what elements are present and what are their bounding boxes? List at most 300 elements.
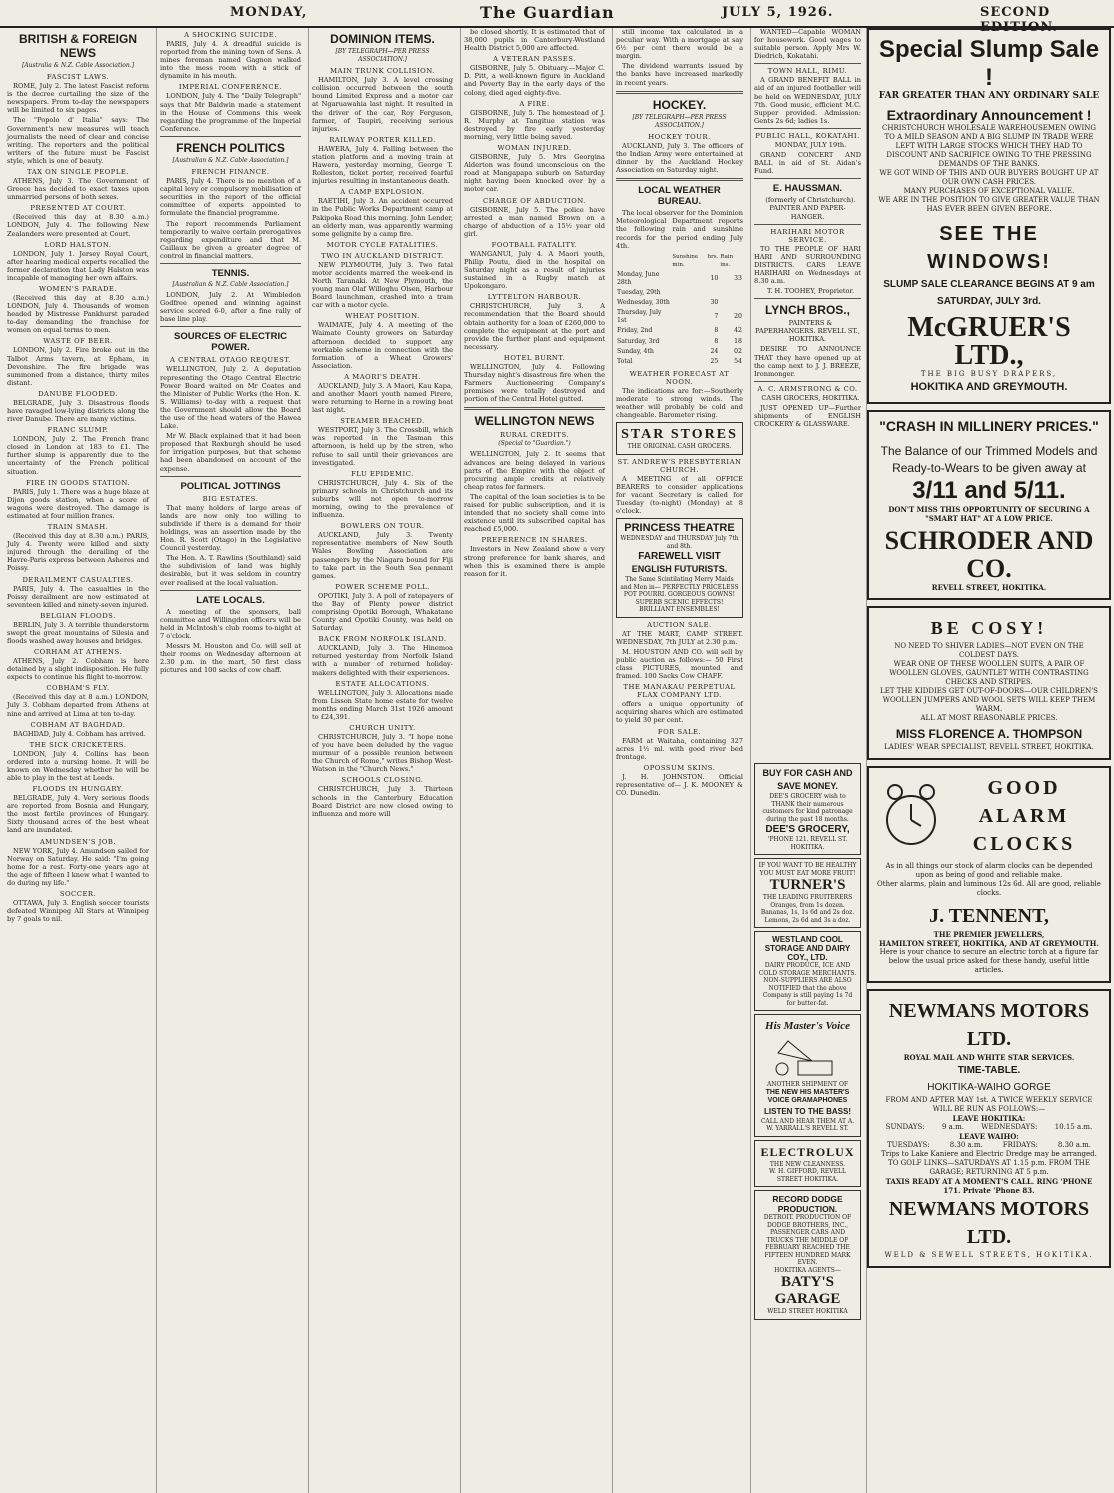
ad-text: CALL AND HEAR THEM AT A. W. YARRALL'S REVELL ST. [760,1117,855,1133]
weather-cell: 24 [710,347,719,355]
divider [160,136,301,137]
divider [160,476,301,477]
ad-text: THE BIG BUSY DRAPERS, [920,370,1058,378]
article-text: CHRISTCHURCH, July 3. "I hope none of you have been deluded by the vague murmur of a possible reunion between the Church of Rome," writes Bishop West-Watson in the "Church News." [312,733,453,774]
article-text: PARIS, July 1. There was a huge blaze at Dijon goods station, when a score of wagons were destroyed. The damage is estimated at four million francs. [7,487,149,520]
article-heading: WASTE OF BEER. [43,337,113,346]
time-label: 9 a.m. [942,1123,964,1131]
article-heading: FLOODS IN HUNGARY. [32,785,124,794]
weather-cell: 10 [710,274,719,282]
article-text: OPOTIKI, July 3. A poll of ratepayers of the Bay of Plenty power district comprising Opotiki Borough, Whakatane County and Opotiki County, was held on Saturday. [312,591,453,633]
article-text: Investors in New Zealand show a very strong preference for bank shares, and when this is examined there is ample reason for it. [464,545,605,578]
section-heading: LATE LOCALS. [196,594,265,606]
section-heading: TENNIS. [211,267,250,279]
article-text: WELLINGTON, July 3. Allocations made from Lisson State home estate for twelve months ending March 31st 1926 amount to £24,391. [312,688,453,721]
day-label: FRIDAYS: [1002,1141,1038,1149]
article-heading: CHURCH UNITY. [349,724,416,732]
classified-heading: TOWN HALL, RIMU. [767,67,848,76]
article-text: The "Popolo d' Italia" says: The Government's new measures will teach journalists the need of clear and concise writing. The reporters and the political writers of the future must be Fascist style, which is one of beauty. [7,116,149,165]
divider [754,298,861,299]
ad-text: MANY PURCHASES OF EXCEPTIONAL VALUE. [903,187,1075,195]
article-heading: THE MANAKAU PERPETUAL FLAX COMPANY LTD. [623,683,736,700]
article-text: still income tax calculated in a peculiar way. With a mortgage at say 6½ per cent there would be a margin. [616,28,743,61]
weather-cell [719,298,743,308]
article-heading: MOTOR CYCLE FATALITIES. [326,240,439,249]
column-2 [156,28,304,1493]
ad-text: ANOTHER SHIPMENT OF [766,1081,849,1089]
section-sub: (Special to "Guardian.") [498,440,571,448]
ad-brand: NEWMANS MOTORS LTD. [888,1198,1090,1248]
ad-subtitle: TIME-TABLE. [957,1065,1021,1076]
weather-row [616,357,743,367]
article-heading: A VETERAN PASSES. [493,55,576,64]
ad-text: WE GOT WIND OF THIS AND OUR BUYERS BOUGHT UP AT OUR OWN CASH PRICES. [879,169,1099,186]
article-text: Mr W. Black explained that it had been proposed that Roxburgh should be used for irrigation purposes, but that scheme had been abandoned on account of the expense. [160,432,301,473]
article-heading: FRANC SLUMP. [47,426,109,435]
classified-text: PAINTERS & PAPERHANGERS. REVELL ST., HOKITIKA. [755,319,860,344]
article-heading: BIG ESTATES. [202,494,259,503]
section-heading: HOCKEY. [652,97,707,112]
ad-brand: J. TENNENT, [929,905,1049,927]
column-6-lower [750,760,864,1493]
ad-brand: NEWMANS MOTORS LTD. [888,1000,1090,1050]
article-heading: A SHOCKING SUICIDE. [184,31,277,39]
classified-text: JUST OPENED UP—Further shipments of ENGLISH CROCKERY & GLASSWARE. [754,403,861,429]
article-heading: FIRE IN GOODS STATION. [25,478,131,487]
article-text: offers a unique opportunity of acquiring shares which are estimated to yield 30 per cent. [616,700,743,725]
article-text: BELGRADE, July 3. Disastrous floods have ravaged low-lying districts along the river Danube. There are many victims. [7,398,149,424]
article-heading: AUCTION SALE. [647,620,712,629]
ad-brand: TURNER'S [769,877,846,893]
weather-row [616,298,743,308]
ad-subtitle: ENGLISH FUTURISTS. [631,564,728,575]
ad-text: The Balance of our Trimmed Models and Ready-to-Wears to be given away at [880,444,1098,475]
classified-heading: E. HAUSSMAN. [772,183,843,195]
article-heading: BOWLERS ON TOUR. [340,522,425,531]
article-heading: STEAMER BEACHED. [340,417,425,426]
article-text: LONDON, July 2. At Wimbledon Godfree opened and winning against service scored 6-0, after a fine rally of base line play. [160,291,301,324]
article-heading: RURAL CREDITS. [499,431,570,440]
ad-title: CLOCKS [972,833,1076,855]
article-heading: AMUNDSEN'S JOB. [39,837,117,846]
divider [160,263,301,264]
masthead-edition: SECOND EDITION. [980,5,1058,35]
section-sub: [Australian & N.Z. Cable Association.] [172,156,289,164]
article-text: BERLIN, July 3. A terrible thunderstorm swept the great mountains of Silesia and floods washed away houses and bridges. [7,620,149,645]
time-label: 8.30 a.m. [949,1141,983,1149]
ad-text: THE NEW CLEANNESS. [769,1160,846,1168]
masthead-title: The Guardian [480,3,615,22]
weather-row [616,308,743,326]
ad-text: Here is your chance to secure an electric torch at a figure far below the usual price asked for these handy, useful little articles. [879,948,1099,974]
article-text: FARM at Waitaha, containing 327 acres 1½ ml. with good river bed frontage. [616,736,743,761]
ad-electrolux [754,1140,861,1188]
article-text: Messrs M. Houston and Co. will sell at their rooms on Wednesday afternoon at 2.30 p.m. in the mart, 50 first class pictures and 100 sacks of cow chaff. [160,641,301,675]
article-heading: RAILWAY PORTER KILLED. [329,135,436,144]
article-heading: ST. ANDREW'S PRESBYTERIAN CHURCH. [617,457,742,474]
weather-cell: 20 [734,313,742,321]
article-heading: WHEAT POSITION. [345,312,420,321]
article-text: OTTAWA, July 3. English soccer tourists defeated Winnipeg All Stars at Winnipeg by 7 goals to nil. [7,899,149,924]
ad-text: HOKITIKA AND GREYMOUTH. [910,381,1068,393]
day-label: SUNDAYS: [885,1123,925,1131]
ad-text: The Same Scintilating Merry Maids and Men in— PERFECTLY PRICELESS POT POURRI. GORGEOUS GOWNS! SUPERB SCENIC EFFECTS! BRILLIANT ENSEMBLES! [620,576,739,614]
article-text: WAIMATE, July 4. A meeting of the Waimate County growers on Saturday afternoon decided to support any workable scheme in connection with the formation of a Wheat Growers' Association. [312,321,453,370]
ad-text: WEAR ONE OF THESE WOOLLEN SUITS, A PAIR OF WOOLLEN GLOVES, GAUNTLET WITH CONTRASTING CHECKS AND STRIPES. [889,660,1089,686]
weather-cell: Saturday, 3rd [617,337,660,345]
article-heading: A CAMP EXPLOSION. [340,188,425,197]
ad-dodge [754,1190,861,1320]
section-heading: WELLINGTON NEWS [474,414,595,429]
divider [754,63,861,64]
section-heading: FRENCH POLITICS [176,140,285,155]
article-heading: WEATHER FORECAST AT NOON. [629,369,730,386]
ad-title: BUY FOR CASH AND SAVE MONEY. [762,768,853,791]
ad-subtitle: LISTEN TO THE BASS! [764,1106,851,1116]
weather-cell: 02 [734,347,742,355]
divider [464,407,605,410]
ad-westland-cool-storage [754,931,861,1011]
article-heading: CHARGE OF ABDUCTION. [483,196,586,205]
article-text: The Hon. A. T. Rawlins (Southland) said the subdivision of land was highly desirable, but it was seldom in country ever realised at the local valuation. [160,554,301,587]
article-heading: COBHAM'S FLY. [46,684,110,693]
divider [754,128,861,129]
weather-cell: 30 [710,299,719,307]
weather-row [616,347,743,357]
ad-title: WESTLAND COOL STORAGE AND DAIRY COY., LTD. [764,935,851,962]
article-text: NEW PLYMOUTH, July 3. Two fatal motor accidents marred the week-end in North Taranaki. At New Plymouth, the young man Olaf Willoghu Olsen, Harbour Board launchman, crashed into a tram car with a motor cycle. [312,260,453,310]
article-text: CHRISTCHURCH, July 3. A recommendation that the Board should obtain authority for a loan of £260,000 to complete the equipment at the port and provide the further plant and equipment necessary. [464,302,605,351]
article-heading: WOMEN'S PARADE. [38,284,118,293]
article-text: AUCKLAND, July 3. Twenty representative members of New South Wales Bowling Association are passengers by the Niagara bound for Fiji to take part in the South Sea pennant games. [312,531,453,580]
ad-text: DON'T MISS THIS OPPORTUNITY OF SECURING A "SMART HAT" AT A LOW PRICE. [888,505,1090,523]
weather-cell: Total [617,357,633,365]
ad-text: NO NEED TO SHIVER LADIES—NOT EVEN ON THE COLDEST DAYS. [894,642,1084,659]
article-text: (Received this day at 8.30 a.m.) LONDON, July 4. Thousands of women headed by Mistresse Pankhurst paraded to-day demanding the franchise for women on equal terms to men. [7,293,149,335]
article-text: be closed shortly. It is estimated that of 38,000 pupils in Canterbury-Westland Health District 5,000 are affected. [464,28,605,53]
ad-brand: DEE'S GROCERY, [765,824,850,835]
ad-title: THE NEW HIS MASTER'S VOICE GRAMAPHONES [765,1088,850,1104]
ad-text: ROYAL MAIL AND WHITE STAR SERVICES. [903,1053,1075,1062]
article-heading: FOR SALE. [657,727,702,736]
article-heading: SOCCER. [59,890,97,899]
classified-heading: HARIHARI MOTOR SERVICE. [770,227,845,244]
weather-cell: 25 [710,357,719,365]
ad-brand: His Master's Voice [765,1020,850,1032]
classified-text: MONDAY, JULY 19th. [774,140,847,149]
article-text: (Received this day at 8.30 a.m.) PARIS, July 4. Twenty were killed and sixty injured through the derailing of the Havre-Paris express between Asheres and Poissy. [7,532,149,573]
article-text: BELGRADE, July 4. Very serious floods are reported from Bosnia and Hungary, the most fertile provinces of Hungary. Sixty thousand acres of the best wheat land are inundated. [7,794,149,835]
weather-cell: 54 [734,357,742,365]
article-text: That many holders of large areas of lands are now only too willing to subdivide if there is a demand for their holdings, was an assertion made by the Hon. R. Scott (Otago) in the Legislative Council yesterday. [160,503,301,553]
ad-subtitle: Extraordinary Announcement ! [886,107,1092,123]
article-text: AUCKLAND, July 3. The Hinemoa returned yesterday from Norfolk Island with a number of returned holiday-makers delighted with their experiences. [312,644,453,677]
time-label: 10.15 a.m. [1054,1123,1093,1131]
article-heading: LORD HALSTON. [44,240,112,249]
ad-text: DETROIT. PRODUCTION OF DODGE BROTHERS, INC., PASSENGER CARS AND TRUCKS THE MIDDLE OF FEBRUARY REACHED THE FIFTEEN HUNDRED MARK EVEN. [763,1214,852,1267]
article-heading: POWER SCHEME POLL. [335,582,430,591]
article-heading: BELGIAN FLOODS. [40,611,116,620]
column-4 [460,28,608,1493]
weather-cell: 33 [734,274,742,282]
article-text: (Received this day at 8.30 a.m.) LONDON, July 4. The following New Zealanders were presented at Court. [7,213,149,238]
article-text: WESTPORT, July 3. The Crossbill, which was reported in the Tasman this afternoon, is held up by the stren, who refuse to sail until their grievances are investigated. [312,426,453,467]
weather-cell: Wednesday, 30th [617,299,670,307]
ad-price: 3/11 and 5/11. [912,477,1066,504]
article-text: AT THE MART, CAMP STREET. WEDNESDAY, 7th JULY at 2.30 p.m. [616,629,743,646]
classified-text: A GRAND BENEFIT BALL in aid of an injured footballer will be held on WEDNESDAY, JULY 7th. Good music, efficient M.C. Supper provided. Admission: Gents 2s 6d; ladies 1s. [754,76,861,125]
article-text: GISBORNE, July 5. The homestead of J. R. Murphy at Tangitue station was destroyed by fire early yesterday morning, very little being saved. [464,108,605,141]
article-text: RAETIHI, July 3. An accident occurred in the Public Works Department camp at Pakipoka Road this morning. John Lender, an elderly man, was apparently warming some gelignite by a camp fire. [312,197,453,238]
weather-row [616,270,743,288]
weather-col-header: Sunshine hrs. min. [672,253,719,268]
ad-slump-sale [867,28,1111,404]
ad-title: PRINCESS THEATRE [624,522,735,535]
section-sub: [Australian & N.Z. Cable Association.] [172,280,289,288]
ad-text: REVELL STREET, HOKITIKA. [931,583,1047,592]
article-heading: A MAORI'S DEATH. [344,372,421,381]
article-text: A meeting of the sponsors, ball committee and Willingdon officers will be held in McIntosh's club rooms to-night at 7 o'clock. [160,607,301,640]
ad-text: TAXIS READY AT A MOMENT'S CALL. RING 'PHONE 171. Private 'Phone 83. [885,1177,1093,1195]
time-label: 8.30 a.m. [1057,1141,1091,1149]
weather-row [616,337,743,347]
divider [160,590,301,591]
weather-cell: 42 [734,327,742,335]
gramophone-icon [768,1035,848,1079]
ad-text: CHRISTCHURCH WHOLESALE WAREHOUSEMEN OWING TO A MILD SEASON AND A BIG SLUMP IN TRADE WERE LEFT WITH LARGE STOCKS WHICH THEY HAD TO DISCOUNT AND SACRIFICE OWING TO THE PRESSING DEMANDS OF THE BANKS. [882,124,1096,168]
section-heading: DOMINION ITEMS. [330,32,435,46]
classified-heading: LYNCH BROS., [765,303,850,318]
ad-text: 'PHONE 121. REVELL ST. HOKITIKA. [767,836,848,851]
article-heading: WOMAN INJURED. [497,144,572,153]
ad-text: SLUMP SALE CLEARANCE BEGINS AT 9 am SATURDAY, JULY 3rd. [883,279,1095,307]
article-text: ATHENS, July 2. Cobham is here detained by a slight indisposition. He fully expects to continue his flight to-morrow. [7,657,149,682]
ad-title: SEE THE WINDOWS! [927,223,1051,273]
alarm-clock-icon [881,780,941,850]
article-text: (Received this day at 8 a.m.) LONDON, July 3. Cobham departed from Athens at nine and arrived at Lima at ten to-day. [7,693,149,718]
column-1 [4,28,152,1493]
section-heading: LOCAL WEATHER BUREAU. [638,185,721,208]
ad-brand: MISS FLORENCE A. THOMPSON [895,727,1083,741]
weather-col-header: Rain ins. [720,253,734,268]
ad-subtitle: FAREWELL VISIT [638,551,721,563]
article-heading: IMPERIAL CONFERENCE. [178,83,283,92]
ad-text: LEAVE WAIHO: [959,1132,1019,1141]
ad-text: HOKITIKA AGENTS— [774,1266,841,1274]
weather-cell: Sunday, 4th [617,347,654,355]
classified-heading: A. C. ARMSTRONG & CO. [757,384,858,393]
weather-row [616,326,743,336]
classified-text: (formerly of Christchurch). PAINTER AND PAPER-HANGER. [765,196,856,221]
ad-text: Trips to Lake Kaniere and Electric Dredge may be arranged. [881,1150,1097,1158]
article-heading: A CENTRAL OTAGO REQUEST. [170,356,291,365]
classified-text: GRAND CONCERT AND BALL in aid of St. Aidan's Fund. [754,151,861,176]
ad-text: FAR GREATER THAN ANY ORDINARY SALE [878,91,1100,101]
ad-subtitle: HOKITIKA-WAIHO GORGE [927,1082,1051,1093]
article-text: ROME, July 2. The latest Fascist reform is the decree curtailing the size of the newspapers. From to-day the newspapers will be limited to six pages. [7,82,149,115]
divider [616,91,743,94]
classified-text: DESIRE TO ANNOUNCE THAT they have opened up at the camp next to J. J. BREEZE, Ironmonger. [754,345,861,378]
divider [160,326,301,327]
article-text: GISBORNE, July 5. Obituary.—Major C. D. Pitt, a well-known figure in Auckland and Poverty Bay in the early days of the colony, died aged eighty-five. [464,64,605,97]
ad-text: Oranges, from 1s dozen. Bananas, 1s, 1s 6d and 2s doz. Lemons, 2s 6d and 3s a doz. [760,901,855,924]
ad-text: LEAVE HOKITIKA: [952,1114,1026,1123]
article-text: The report recommends Parliament temporarily to waive certain prerogatives regarding expenditure and that M. Caillaux be given a greater degree of control in financial matters. [160,219,301,260]
masthead-day: MONDAY, [230,5,308,20]
ad-brand: SCHRODER AND CO. [884,526,1094,583]
day-label: WEDNESDAYS: [981,1123,1038,1131]
ad-title: RECORD DODGE PRODUCTION. [772,1194,843,1215]
ad-text: Other alarms, plain and luminous 12s 6d. All are good, reliable clocks. [877,880,1101,897]
timetable-row [877,1141,1101,1150]
ad-be-cosy [867,606,1111,760]
weather-cell [719,288,743,298]
article-heading: FLU EPIDEMIC. [351,469,414,478]
divider [754,381,861,382]
article-heading: CORHAM AT ATHENS. [33,648,123,657]
article-text: PARIS, July 4. The casualties in the Poissy derailment are now estimated at seventeen killed and ninety-seven injured. [7,584,149,609]
ad-title: STAR STORES [621,427,738,443]
article-text: WELLINGTON, July 2. It seems that advances are being delayed in various parts of the Empire with the object of procuring ample credits at relatively cheap rates for farmers. [464,450,605,491]
article-heading: PREFERENCE IN SHARES. [481,536,588,545]
article-text: WELLINGTON, July 2. A deputation representing the Otago Central Electric Power Board waited on Mr Coates and the Minister of Public Works (the Hon. K. S. Williams) to-day with a request that the Government should allow the Board the use of the head waters of the Hawea Lake. [160,365,301,431]
divider [754,224,861,225]
ad-text: THE PREMIER JEWELLERS, [933,930,1045,939]
article-text: LONDON, July 2. The French franc closed in London at 183 to £1. The further slump is apparently due to the uncertainty of the French political situation. [7,435,149,476]
article-heading: FOOTBALL FATALITY. [491,240,578,249]
column-5 [612,28,746,1493]
article-text: The indications are for:—Southerly moderate to strong winds. The weather will probably be cold and changeable. Barometer rising. [616,386,743,420]
article-text: LONDON, July 1. Jersey Royal Court, after hearing medical experts recalled the former declaration that Lady Halston was incapable of managing her own affairs. [7,249,149,282]
article-heading: DANUBE FLOODED. [38,389,118,398]
ad-buy-for-cash [754,763,861,855]
ad-text: THE ORIGINAL CASH GROCERS. [627,443,732,451]
ad-brand: BATY'S GARAGE [774,1274,841,1308]
section-heading: POLITICAL JOTTINGS [180,480,281,492]
article-text: PARIS, July 4. There is no mention of a capital levy or compulsory mobilisation of securities in the report of the official committee of experts appointed to formulate the financial programme. [160,177,301,218]
weather-cell: Friday, 2nd [617,327,653,335]
ad-princess-theatre [616,518,743,618]
article-text: The local observer for the Dominion Meteorological Department reports the following rain and sunshine records for the period ending July 4th. [616,209,743,250]
article-text: J. H. JOHNSTON. Official representative of— J. K. MOONEY & CO. Dunedin. [616,772,743,797]
day-label: TUESDAYS: [887,1141,930,1149]
weather-cell: 8 [714,327,719,335]
article-text: LONDON, July 4. Collins has been ordered into a nursing home. It will be known on Wednesday whether he will be able to play in the test at Leeds. [7,749,149,782]
article-heading: FRENCH FINANCE. [191,168,270,177]
masthead-date: JULY 5, 1926. [722,5,834,20]
article-heading: FASCIST LAWS. [46,73,110,82]
article-heading: TRAIN SMASH. [47,523,109,532]
ad-text: LADIES' WEAR SPECIALIST, REVELL STREET, HOKITIKA. [884,743,1094,751]
ad-text: WELD & SEWELL STREETS, HOKITIKA. [884,1251,1094,1259]
section-sub: [Australia & N.Z. Cable Association.] [21,62,135,69]
article-heading: PRESENTED AT COURT. [30,204,126,213]
ad-brand: ELECTROLUX [760,1144,855,1159]
ad-text: W. H. GIFFORD, REVELL STREET HOKITIKA. [769,1168,846,1183]
divider [616,178,743,181]
ad-text: THE LEADING FRUITERERS [762,894,853,901]
article-heading: THE SICK CRICKETERS. [29,740,127,749]
ad-text: LET THE KIDDIES GET OUT-OF-DOORS—OUR CHILDREN'S WOOLLEN JUMPERS AND WOOL SETS WILL KEEP THEM WARM. [880,687,1098,713]
weather-row [616,288,743,298]
ad-star-stores [616,422,743,455]
article-text: GISBORNE, July 5. The police have arrested a man named Brown on a charge of abduction of a 15½ year old girl. [464,205,605,238]
weather-cell: Thursday, July 1st [617,309,662,325]
ad-text: WE ARE IN THE POSITION TO GIVE GREATER VALUE THAN HAS EVER BEEN GIVEN BEFORE. [878,196,1100,213]
ad-text: ALL AT MOST REASONABLE PRICES. [920,714,1058,722]
ad-text: DEE'S GROCERY wish to THANK their numerous customers for kind patronage during the past 18 months. [762,793,853,823]
ad-brand: McGRUER'S LTD., [907,312,1071,371]
ad-title: GOOD [987,777,1061,799]
article-heading: BACK FROM NORFOLK ISLAND. [318,635,447,644]
column-3 [308,28,456,1493]
ad-millinery [867,410,1111,600]
ad-text: DAIRY PRODUCE, ICE AND COLD STORAGE MERCHANTS. [758,962,857,977]
classified-text: WANTED—Capable WOMAN for housework. Good wages to suitable person. Apply Mrs W. Diedrich, Kokatahi. [754,28,861,61]
section-heading: SOURCES OF ELECTRIC POWER. [174,331,287,354]
ad-text: WELD STREET HOKITIKA [767,1308,848,1316]
ad-title: BE COSY! [930,618,1048,638]
weather-cell: 18 [734,337,742,345]
article-text: The dividend warrants issued by the banks have increased markedly in recent years. [616,62,743,87]
article-text: WELLINGTON, July 4. Following Thursday night's disastrous fire when the Farmers Auctioneering Company's premises were totally destroyed and portion of the Central Hotel gutted. [464,362,605,404]
article-heading: SCHOOLS CLOSING. [341,776,424,785]
weather-cell: Monday, June 28th [617,270,660,286]
weather-table [616,252,743,367]
article-text: LONDON, July 4. The "Daily Telegraph" says that Mr Baldwin made a statement in the House of Commons this week regarding the programme of the Imperial Conference. [160,92,301,133]
article-heading: TWO IN AUCKLAND DISTRICT. [321,251,444,260]
ad-title: Special Slump Sale ! [878,36,1100,91]
weather-cell: 7 [714,313,719,321]
article-heading: TAX ON SINGLE PEOPLE. [27,168,129,177]
ad-text: TO GOLF LINKS—SATURDAYS AT 1.15 p.m. FROM THE GARAGE; RETURNING AT 5 p.m. [888,1159,1090,1176]
article-text: CHRISTCHURCH, July 4. Six of the primary schools in Christchurch and its suburbs will not open to-morrow morning, owing to the prevalence of influenza. [312,478,453,520]
article-text: LONDON, July 2. Fire broke out in the Talbot Arms tavern, at Epham, in Devonshire. The fire brigade was summoned from a distance, thirty miles distant. [7,346,149,387]
article-heading: LYTTELTON HARBOUR. [487,293,582,302]
weather-col-header [616,252,671,270]
ad-his-masters-voice [754,1014,861,1137]
ad-text: IF YOU WANT TO BE HEALTHY YOU MUST EAT MORE FRUIT! [758,862,857,877]
article-heading: HOTEL BURNT. [503,353,566,362]
ad-newmans-motors [867,989,1111,1268]
weather-cell: 8 [714,337,719,345]
article-text: PARIS, July 4. A dreadful suicide is reported from the mining town of Sens. A mines foreman named Gagnon walked into the mess room with a stick of dynamite in his mouth. [160,40,301,81]
ad-turners [754,858,861,928]
ad-text: NON-SUPPLIERS ARE ALSO NOTIFIED that the above Company is still paying 1s 7d for butter-fat. [762,977,853,1007]
article-text: AUCKLAND, July 3. A Maori, Kau Kapa, and another Maori youth named Pirere, were returning to Herne in a rowing boat last night. [312,381,453,415]
ad-alarm-clocks [867,766,1111,983]
classified-heading: PUBLIC HALL, KOKATAHI. [755,131,860,140]
ad-text: WEDNESDAY and THURSDAY July 7th and 8th. [620,535,739,550]
article-text: GISBORNE, July 5. Mrs Georgina Alderton was found unconscious on the road at Mangapapa suburb on Saturday night having been knocked over by a motor car. [464,153,605,194]
divider [754,178,861,179]
article-text: M. HOUSTON AND CO. will sell by public auction as follows:— 50 First class PICTURES, mounted and framed. 100 Sacks Cow CHAFF. [616,647,743,681]
ad-text: FROM AND AFTER MAY 1st. A TWICE WEEKLY SERVICE WILL BE RUN AS FOLLOWS:— [885,1096,1093,1113]
article-heading: ESTATE ALLOCATIONS. [335,679,430,688]
article-text: HAMILTON, July 3. A level crossing collision occurred between the south bound Limited Express and a motor car at Ngaruawahia last night. It resulted in the driver of the car, Roy Ferguson, farmer, of Taupiri, receiving serious injuries. [312,76,453,133]
article-heading: DERAILMENT CASUALTIES. [22,575,134,584]
timetable-row [877,1123,1101,1132]
ad-text: As in all things our stock of alarm clocks can be depended upon as being of good and reliable make. [885,862,1093,879]
column-7 [866,28,1111,1493]
article-text: NEW YORK, July 4. Amundsen sailed for Norway on Saturday. He said: "I'm going home for a rest. Forty-one years ago at the age of fifteen I knew what I wanted to do during my life." [7,846,149,887]
article-text: WANGANUI, July 4. A Maori youth, Philip Poutu, died in the hospital on Saturday night as a result of injuries sustained in a Rugby match at Upokongaro. [464,249,605,291]
article-text: AUCKLAND, July 3. The officers of the Indian Army were entertained at dinner by the Auckland Hockey Association on Saturday night. [616,141,743,175]
article-heading: A FIRE. [519,99,550,108]
ad-title: ALARM [978,805,1070,827]
section-heading: BRITISH & FOREIGN NEWS [18,32,137,60]
article-text: HAWERA, July 4. Falling between the station platform and a moving train at Hawera, yesterday morning, George T. Rolleston, ticket porter, received fearful injuries resulting in instantaneous death. [312,144,453,186]
